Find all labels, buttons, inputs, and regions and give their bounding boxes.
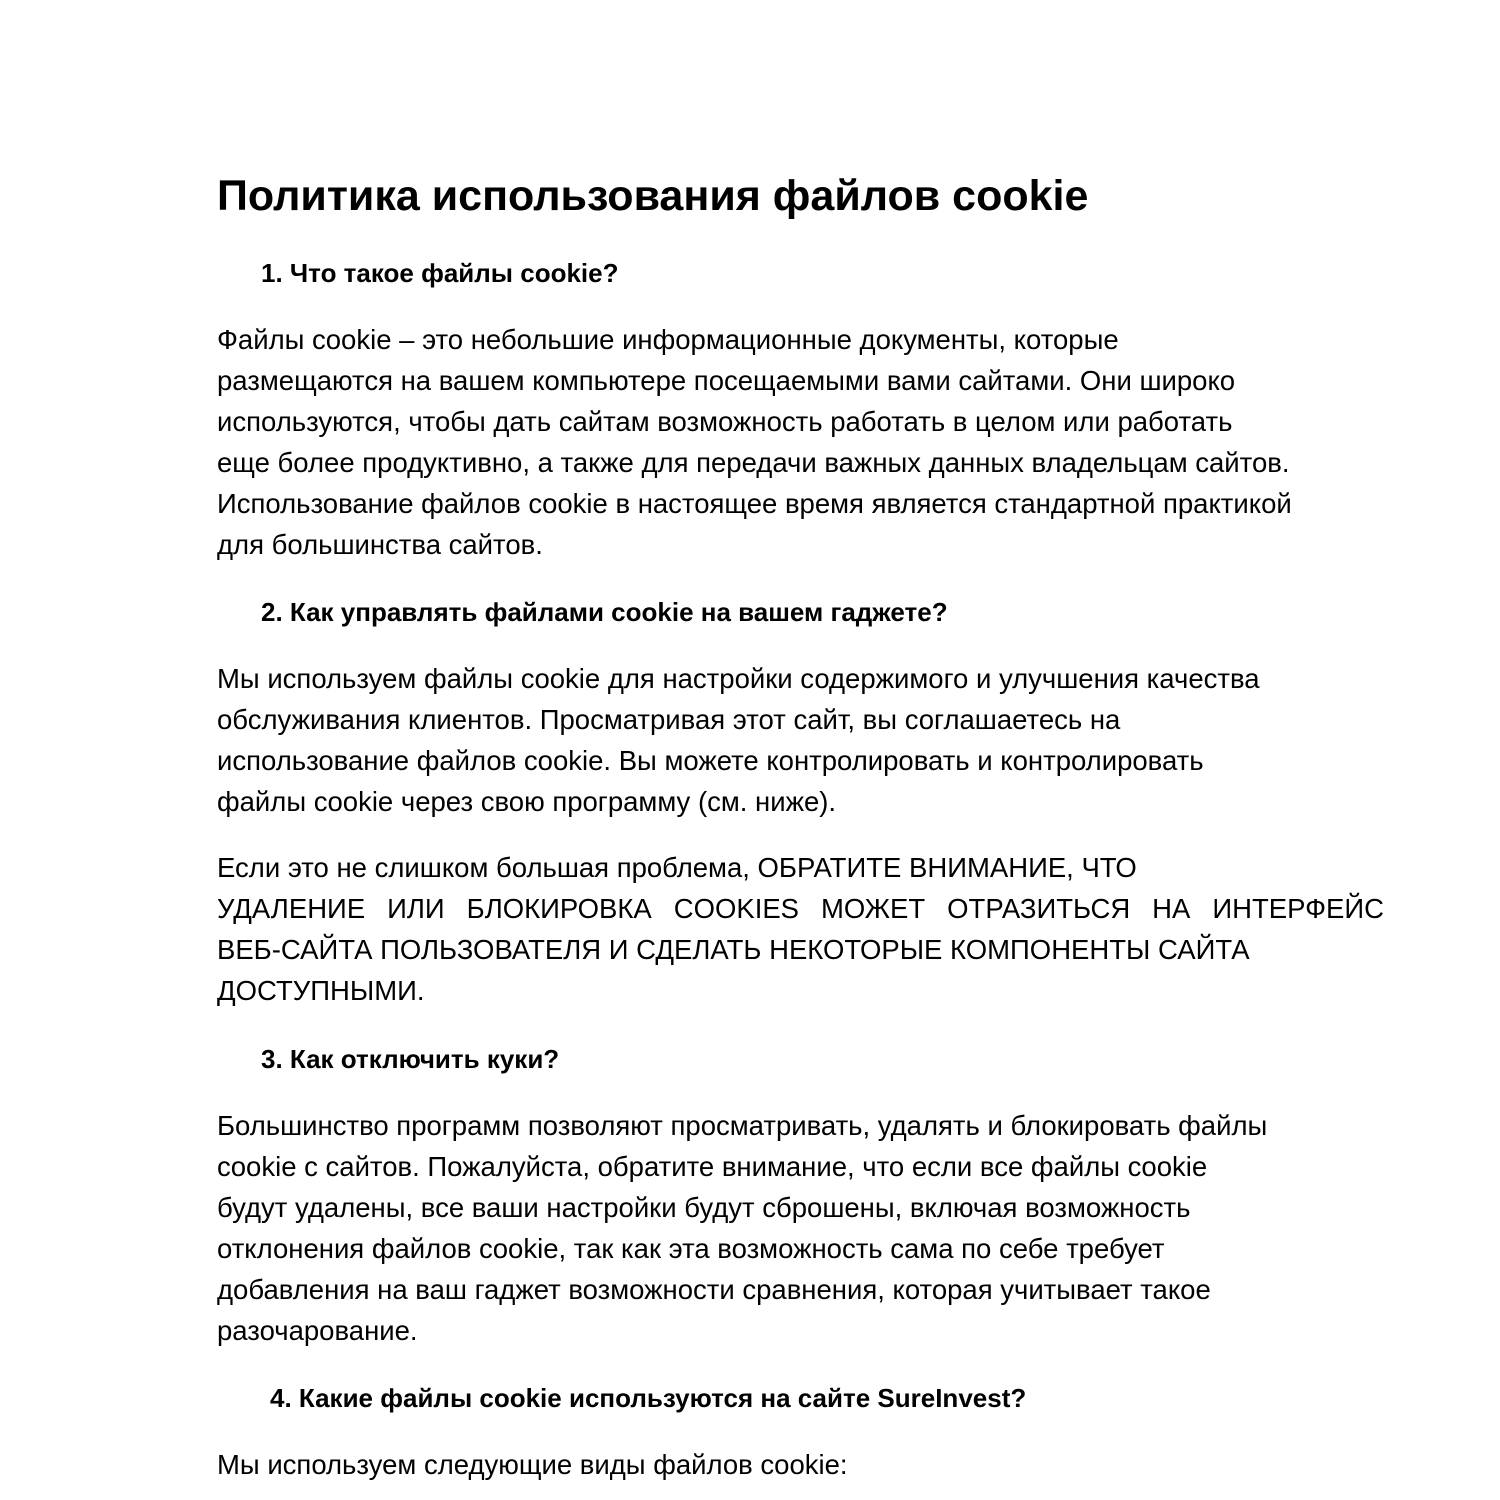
paragraph-warning [217,847,1397,1011]
text-line: Мы используем файлы cookie для настройки содержимого и улучшения качества [217,663,1260,694]
text-line: Если это не слишком большая проблема, ОБРАТИТЕ ВНИМАНИЕ, ЧТО [217,852,1137,883]
text-line: файлы cookie через свою программу (см. ниже). [217,786,837,817]
paragraph-disable-cookies [217,1105,1397,1351]
text-line: использование файлов cookie. Вы можете контролировать и контролировать [217,745,1204,776]
text-line: добавления на ваш гаджет возможности сравнения, которая учитывает такое [217,1274,1211,1305]
text-line: ДОСТУПНЫМИ. [217,975,425,1006]
text-line: отклонения файлов cookie, так как эта возможность сама по себе требует [217,1233,1165,1264]
section-heading-4: 4. Какие файлы cookie используются на сайте SureInvest? [270,1383,1027,1413]
text-line: размещаются на вашем компьютере посещаемыми вами сайтами. Они широко [217,365,1236,396]
text-line: Использование файлов cookie в настоящее время является стандартной практикой [217,488,1292,519]
section-heading-2: 2. Как управлять файлами cookie на вашем гаджете? [261,597,948,627]
paragraph-what-are-cookies [217,319,1397,565]
text-line: Мы используем следующие виды файлов cookie: [217,1449,848,1480]
text-line: еще более продуктивно, а также для передачи важных данных владельцам сайтов. [217,447,1290,478]
page-title: Политика использования файлов cookie [217,172,1089,220]
paragraph-cookie-types [217,1444,1397,1485]
text-line: Большинство программ позволяют просматривать, удалять и блокировать файлы [217,1110,1268,1141]
text-line: Файлы cookie – это небольшие информационные документы, которые [217,324,1119,355]
section-heading-1: 1. Что такое файлы cookie? [261,258,619,288]
text-line: разочарование. [217,1315,418,1346]
text-line: cookie с сайтов. Пожалуйста, обратите внимание, что если все файлы cookie [217,1151,1208,1182]
text-line: используются, чтобы дать сайтам возможность работать в целом или работать [217,406,1233,437]
text-line: для большинства сайтов. [217,529,543,560]
text-line: будут удалены, все ваши настройки будут сброшены, включая возможность [217,1192,1191,1223]
section-heading-3: 3. Как отключить куки? [261,1044,560,1074]
paragraph-manage-cookies [217,658,1397,822]
text-line: УДАЛЕНИЕ ИЛИ БЛОКИРОВКА COOKIES МОЖЕТ ОТРАЗИТЬСЯ НА ИНТЕРФЕЙС [217,893,1384,924]
text-line: ВЕБ-САЙТА ПОЛЬЗОВАТЕЛЯ И СДЕЛАТЬ НЕКОТОРЫЕ КОМПОНЕНТЫ САЙТА [217,934,1250,965]
text-line: обслуживания клиентов. Просматривая этот сайт, вы соглашаетесь на [217,704,1121,735]
